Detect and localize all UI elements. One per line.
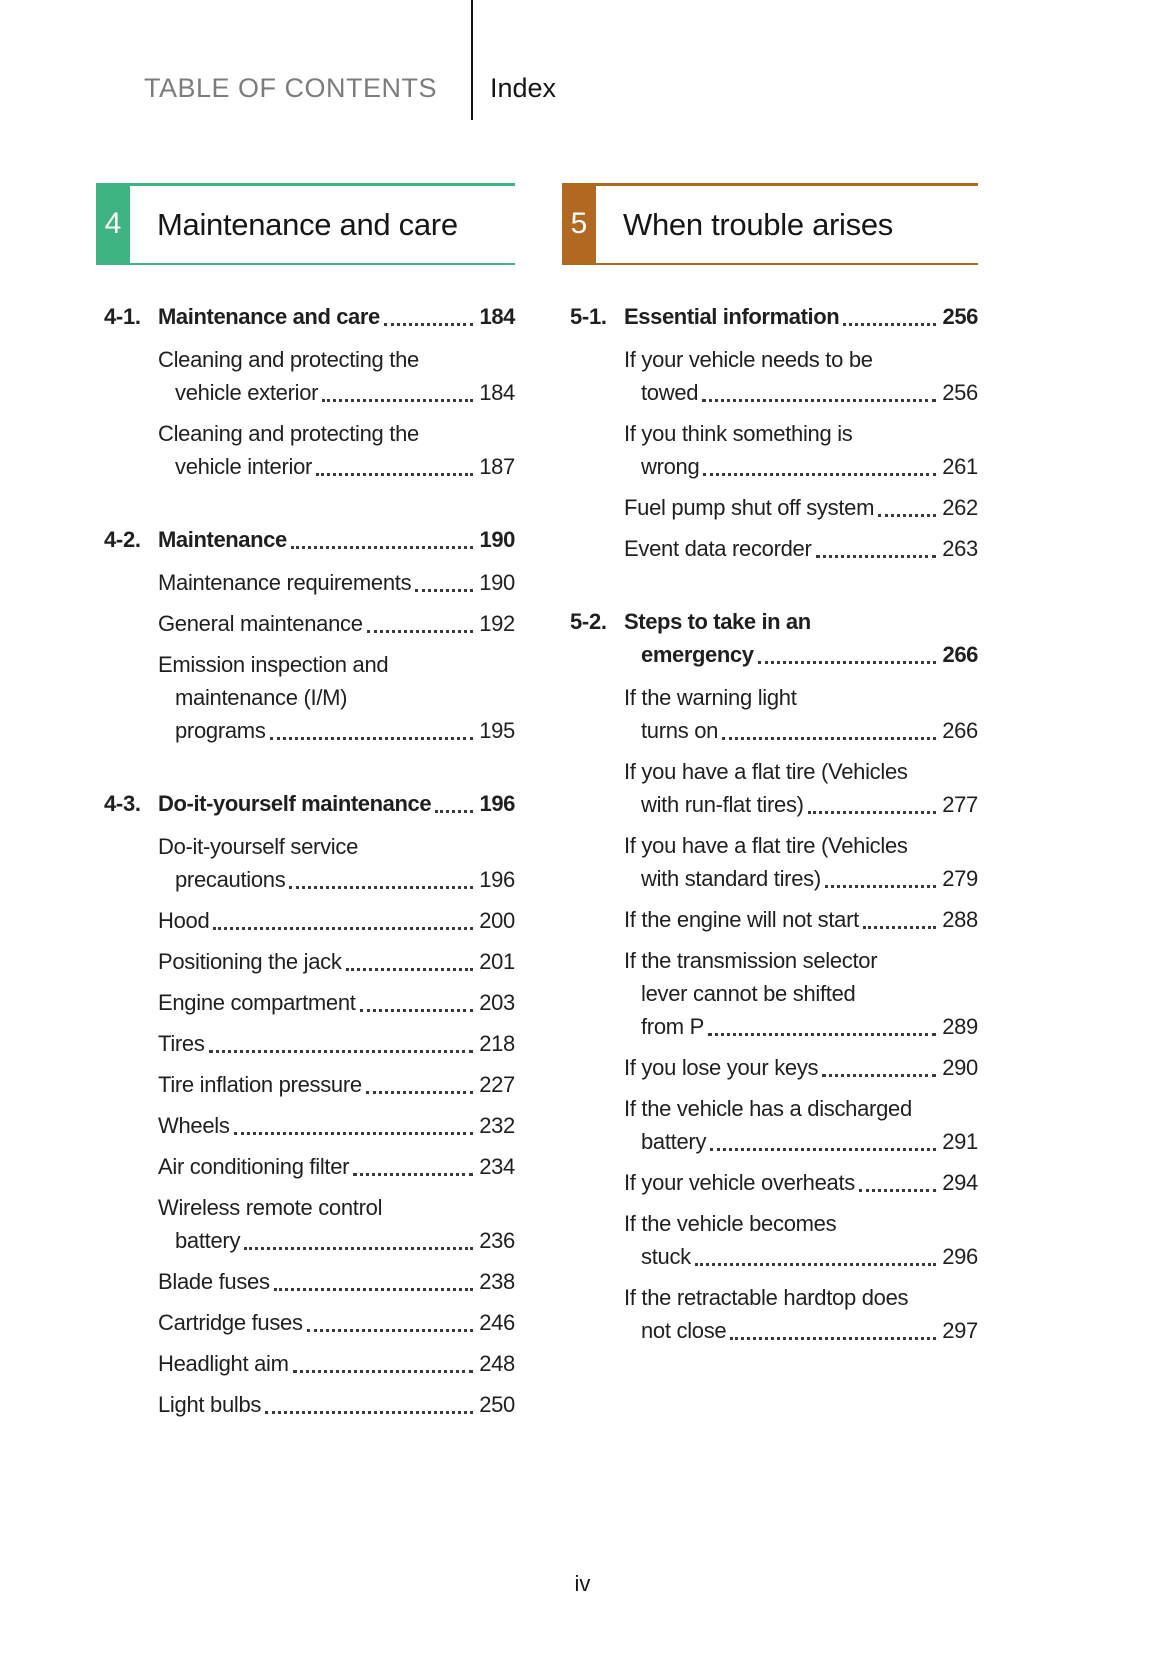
toc-entry-page: 184 (479, 304, 515, 329)
toc-entry-line: If you think something is (624, 421, 853, 446)
dot-leader (209, 1050, 474, 1053)
toc-entry-title: General maintenance (158, 611, 363, 636)
toc-entry-title: Cartridge fuses (158, 1310, 303, 1335)
dot-leader (878, 514, 936, 517)
toc-entry-page: 187 (479, 454, 515, 479)
dot-leader (822, 1074, 936, 1077)
toc-entry-title: with standard tires) (641, 866, 821, 891)
toc-entry (562, 1166, 978, 1199)
index-header-cell (473, 0, 556, 120)
toc-entry (562, 1281, 978, 1347)
toc-entry-line: If the vehicle becomes (624, 1211, 837, 1236)
dot-leader (730, 1337, 936, 1340)
toc-entry-page: 294 (942, 1170, 978, 1195)
toc-entry-page: 248 (479, 1351, 515, 1376)
toc-entry (562, 532, 978, 565)
toc-entry-page: 288 (942, 907, 978, 932)
toc-header-cell (0, 0, 473, 120)
dot-leader (274, 1288, 474, 1291)
dot-leader (415, 589, 473, 592)
toc-entry-title: battery (641, 1129, 707, 1154)
dot-leader (808, 811, 936, 814)
dot-leader (859, 1189, 936, 1192)
toc-entry-line: If the retractable hardtop does (624, 1285, 909, 1310)
toc-entry-title: precautions (175, 867, 286, 892)
toc-entry-line: Cleaning and protecting the (158, 347, 419, 372)
dot-leader (346, 968, 474, 971)
toc-entry-page: 190 (479, 570, 515, 595)
toc-entry (562, 1207, 978, 1273)
toc-entry-title: emergency (641, 642, 754, 667)
toc-entry-title: Essential information (624, 304, 840, 329)
chapter-5-entries (562, 300, 978, 1355)
toc-entry-line: If the warning light (624, 685, 797, 710)
toc-entry-page: 279 (942, 866, 978, 891)
toc-entry-page: 234 (479, 1154, 515, 1179)
toc-entry (96, 787, 515, 820)
toc-section-number: 4-2. (104, 527, 141, 552)
toc-entry (562, 343, 978, 409)
dot-leader (353, 1173, 473, 1176)
toc-columns (0, 120, 1165, 1429)
index-tab-label: Index (490, 73, 557, 103)
toc-entry-page: 263 (942, 536, 978, 561)
toc-entry-page: 196 (479, 791, 515, 816)
toc-entry-title: Hood (158, 908, 210, 933)
toc-entry-title: vehicle exterior (175, 380, 319, 405)
dot-leader (322, 399, 473, 402)
chapter-title-rule (130, 183, 515, 265)
toc-entry-page: 196 (479, 867, 515, 892)
toc-entry-page: 290 (942, 1055, 978, 1080)
toc-entry-page: 190 (479, 527, 515, 552)
toc-entry-title: battery (175, 1228, 241, 1253)
dot-leader (825, 885, 936, 888)
dot-leader (293, 1370, 474, 1373)
toc-entry (96, 1388, 515, 1421)
toc-entry (96, 1068, 515, 1101)
toc-entry-page: 232 (479, 1113, 515, 1138)
toc-section-number: 5-2. (570, 609, 607, 634)
toc-entry-title: Maintenance (158, 527, 287, 552)
toc-section-number: 4-3. (104, 791, 141, 816)
toc-entry (96, 1191, 515, 1257)
toc-entry (96, 830, 515, 896)
toc-entry (96, 945, 515, 978)
toc-entry-page: 296 (942, 1244, 978, 1269)
toc-entry-page: 195 (479, 718, 515, 743)
dot-leader (722, 737, 936, 740)
toc-entry-line: Emission inspection and (158, 652, 389, 677)
toc-entry-page: 200 (479, 908, 515, 933)
toc-entry-title: Headlight aim (158, 1351, 289, 1376)
toc-entry (96, 1347, 515, 1380)
toc-entry (96, 1306, 515, 1339)
toc-entry-page: 218 (479, 1031, 515, 1056)
toc-entry-page: 297 (942, 1318, 978, 1343)
dot-leader (863, 926, 936, 929)
chapter-title-rule (596, 183, 978, 265)
toc-entry-title: If your vehicle overheats (624, 1170, 855, 1195)
toc-entry-title: programs (175, 718, 266, 743)
chapter-title: When trouble arises (623, 206, 893, 242)
toc-entry (562, 944, 978, 1043)
toc-entry-title: not close (641, 1318, 727, 1343)
dot-leader (270, 737, 474, 740)
toc-entry (562, 829, 978, 895)
toc-entry-page: 256 (942, 380, 978, 405)
dot-leader (843, 323, 936, 326)
dot-leader (289, 886, 473, 889)
toc-entry-title: Blade fuses (158, 1269, 270, 1294)
toc-entry-title: Maintenance requirements (158, 570, 412, 595)
chapter-4-column (96, 183, 515, 1429)
chapter-number-badge: 4 (96, 183, 130, 265)
toc-entry-title: Light bulbs (158, 1392, 262, 1417)
page-title: TABLE OF CONTENTS (143, 73, 437, 103)
toc-entry (96, 523, 515, 556)
toc-entry (96, 1150, 515, 1183)
dot-leader (708, 1033, 936, 1036)
toc-entry-page: 291 (942, 1129, 978, 1154)
dot-leader (265, 1411, 473, 1414)
toc-entry-page: 227 (479, 1072, 515, 1097)
toc-entry-page: 238 (479, 1269, 515, 1294)
toc-entry-line: If you have a flat tire (Vehicles (624, 833, 908, 858)
toc-section-number: 5-1. (570, 304, 607, 329)
toc-entry (96, 607, 515, 640)
toc-entry-page: 256 (942, 304, 978, 329)
toc-entry (96, 343, 515, 409)
dot-leader (307, 1329, 474, 1332)
toc-entry-page: 192 (479, 611, 515, 636)
toc-entry-title: Do-it-yourself maintenance (158, 791, 432, 816)
toc-entry-line: If the vehicle has a discharged (624, 1096, 912, 1121)
toc-entry (562, 300, 978, 333)
toc-entry-title: wrong (641, 454, 700, 479)
toc-entry-line: Do-it-yourself service (158, 834, 359, 859)
chapter-5-header (562, 183, 978, 265)
toc-entry-title: Air conditioning filter (158, 1154, 350, 1179)
toc-entry-title: from P (641, 1014, 704, 1039)
toc-entry-title: vehicle interior (175, 454, 313, 479)
toc-entry (96, 648, 515, 747)
dot-leader (316, 473, 473, 476)
toc-entry-page: 250 (479, 1392, 515, 1417)
toc-entry-title: towed (641, 380, 699, 405)
toc-entry-title: Engine compartment (158, 990, 356, 1015)
toc-entry-line: Wireless remote control (158, 1195, 383, 1220)
toc-entry (562, 605, 978, 671)
toc-entry-page: 236 (479, 1228, 515, 1253)
toc-entry-title: turns on (641, 718, 719, 743)
chapter-4-header (96, 183, 515, 265)
toc-section-number: 4-1. (104, 304, 141, 329)
toc-entry (96, 1109, 515, 1142)
chapter-4-entries (96, 300, 515, 1429)
toc-entry-line: If the transmission selector (624, 948, 878, 973)
dot-leader (702, 399, 936, 402)
toc-entry-page: 246 (479, 1310, 515, 1335)
page-header (0, 0, 1165, 120)
toc-entry-title: Tires (158, 1031, 205, 1056)
toc-entry-line: Steps to take in an (624, 609, 811, 634)
toc-entry (562, 1092, 978, 1158)
toc-entry-line: Cleaning and protecting the (158, 421, 419, 446)
toc-entry-page: 184 (479, 380, 515, 405)
toc-entry-title: with run-flat tires) (641, 792, 804, 817)
dot-leader (291, 546, 474, 549)
chapter-title: Maintenance and care (157, 206, 458, 242)
toc-entry-page: 277 (942, 792, 978, 817)
toc-entry (562, 417, 978, 483)
toc-entry (562, 491, 978, 524)
dot-leader (816, 555, 937, 558)
toc-entry (96, 566, 515, 599)
dot-leader (213, 927, 473, 930)
dot-leader (366, 1091, 473, 1094)
toc-entry-page: 266 (942, 642, 978, 667)
dot-leader (367, 630, 474, 633)
toc-entry-line: If your vehicle needs to be (624, 347, 873, 372)
toc-entry-page: 201 (479, 949, 515, 974)
toc-entry (96, 1027, 515, 1060)
page-footer (0, 1571, 1165, 1653)
toc-entry-title: Tire inflation pressure (158, 1072, 362, 1097)
dot-leader (244, 1247, 473, 1250)
dot-leader (234, 1132, 474, 1135)
toc-entry-page: 262 (942, 495, 978, 520)
toc-entry-title: Fuel pump shut off system (624, 495, 875, 520)
folio-page-number: iv (574, 1571, 591, 1596)
toc-entry-title: stuck (641, 1244, 691, 1269)
chapter-5-column (562, 183, 978, 1429)
toc-entry (96, 417, 515, 483)
toc-entry (562, 903, 978, 936)
dot-leader (703, 473, 936, 476)
toc-entry-title: Event data recorder (624, 536, 812, 561)
toc-entry (96, 1265, 515, 1298)
dot-leader (695, 1263, 936, 1266)
toc-entry (562, 1051, 978, 1084)
toc-entry (96, 986, 515, 1019)
dot-leader (710, 1148, 936, 1151)
dot-leader (384, 323, 474, 326)
toc-entry-line: If you have a flat tire (Vehicles (624, 759, 908, 784)
toc-entry-title: If the engine will not start (624, 907, 859, 932)
toc-entry-title: Maintenance and care (158, 304, 380, 329)
toc-entry (562, 681, 978, 747)
toc-entry (96, 904, 515, 937)
toc-entry-title: Positioning the jack (158, 949, 342, 974)
toc-entry-page: 261 (942, 454, 978, 479)
toc-entry-line: lever cannot be shifted (641, 981, 856, 1006)
toc-entry-line: maintenance (I/M) (175, 685, 348, 710)
toc-entry (96, 300, 515, 333)
toc-entry-page: 289 (942, 1014, 978, 1039)
dot-leader (758, 661, 937, 664)
toc-entry-page: 203 (479, 990, 515, 1015)
toc-entry (562, 755, 978, 821)
chapter-number-badge: 5 (562, 183, 596, 265)
toc-entry-page: 266 (942, 718, 978, 743)
dot-leader (360, 1009, 474, 1012)
toc-entry-title: Wheels (158, 1113, 230, 1138)
toc-entry-title: If you lose your keys (624, 1055, 819, 1080)
dot-leader (435, 810, 473, 813)
